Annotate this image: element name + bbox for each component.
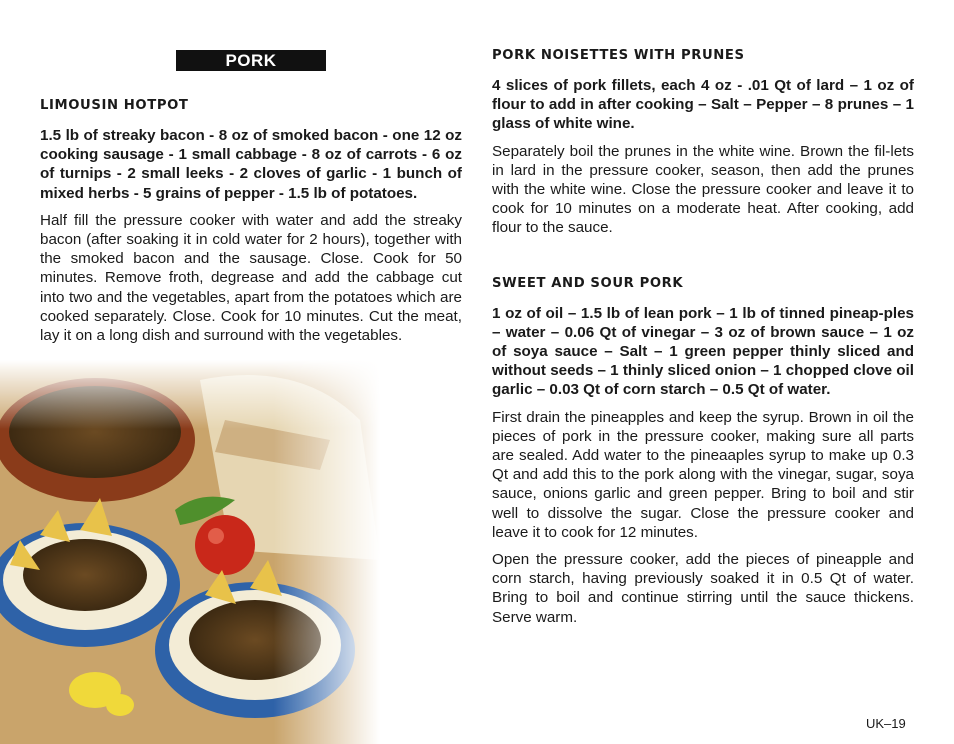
recipe-title-limousin-hotpot: LIMOUSIN HOTPOT xyxy=(40,98,189,113)
method-limousin-hotpot: Half fill the pressure cooker with water and add the streaky bacon (after soaking it in cold water for 2 hours), together with the smoked bacon and the sausage. Close. Cook for 50 minutes. Remove froth, degrease and add the cabbage cut into two and the vegetables, apart from the potatoes which are cooked separately. Close. Cook for 10 minutes. Cut the meat, lay it on a long dish and surround with the vegetables. xyxy=(40,211,462,345)
section-spacer xyxy=(492,246,914,276)
right-column xyxy=(492,48,914,635)
method-pork-noisettes: Separately boil the prunes in the white wine. Brown the fil-lets in lard in the pressure cooker, season, then add the prunes with the white wine. Close the pressure cooker and leave it to cook for 10 minutes on a moderate heat. After cooking, add flour to the sauce. xyxy=(492,142,914,237)
page-number: UK–19 xyxy=(866,716,906,731)
ingredients-sweet-and-sour-pork: 1 oz of oil – 1.5 lb of lean pork – 1 lb of tinned pineap-ples – water – 0.06 Qt of vinegar – 3 oz of brown sauce – 1 oz of soya sauce – Salt – 1 green pepper thinly sliced and without seeds – 1 thinly sliced onion – 1 chopped clove oil garlic – 0.03 Qt of corn starch – 0.5 Qt of water. xyxy=(492,304,914,399)
method-sweet-and-sour-pork-part-1: First drain the pineapples and keep the syrup. Brown in oil the pieces of pork in the pressure cooker, making sure all parts are sealed. Add water to the pineaaples syrup to make up 0.3 Qt and add this to the pork along with the vinegar, sugar, soya sauce, onions garlic and green pepper. Bring to boil and stir well to dissolve the sugar. Close the pressure cooker and leave it to cook for 12 minutes. xyxy=(492,408,914,541)
recipe-title-pork-noisettes: PORK NOISETTES WITH PRUNES xyxy=(492,48,745,63)
left-column xyxy=(40,98,462,353)
method-sweet-and-sour-pork-part-2: Open the pressure cooker, add the pieces of pineapple and corn starch, having previously soaked it in 0.5 Qt of water. Bring to boil and continue stirring until the sauce thickens. Serve warm. xyxy=(492,551,914,626)
recipe-title-sweet-and-sour-pork: SWEET AND SOUR PORK xyxy=(492,275,684,291)
food-photo xyxy=(0,360,380,744)
section-heading-band: PORK xyxy=(176,50,326,71)
ingredients-limousin-hotpot: 1.5 lb of streaky bacon - 8 oz of smoked bacon - one 12 oz cooking sausage - 1 small cabbage - 8 oz of carrots - 6 oz of turnips - 2 small leeks - 2 cloves of garlic - 1 bunch of mixed herbs - 5 grains of pepper - 1.5 lb of potatoes. xyxy=(40,127,462,202)
ingredients-pork-noisettes: 4 slices of pork fillets, each 4 oz - .01 Qt of lard – 1 oz of flour to add in after cooking – Salt – Pepper – 8 prunes – 1 glass of white wine. xyxy=(492,77,914,133)
